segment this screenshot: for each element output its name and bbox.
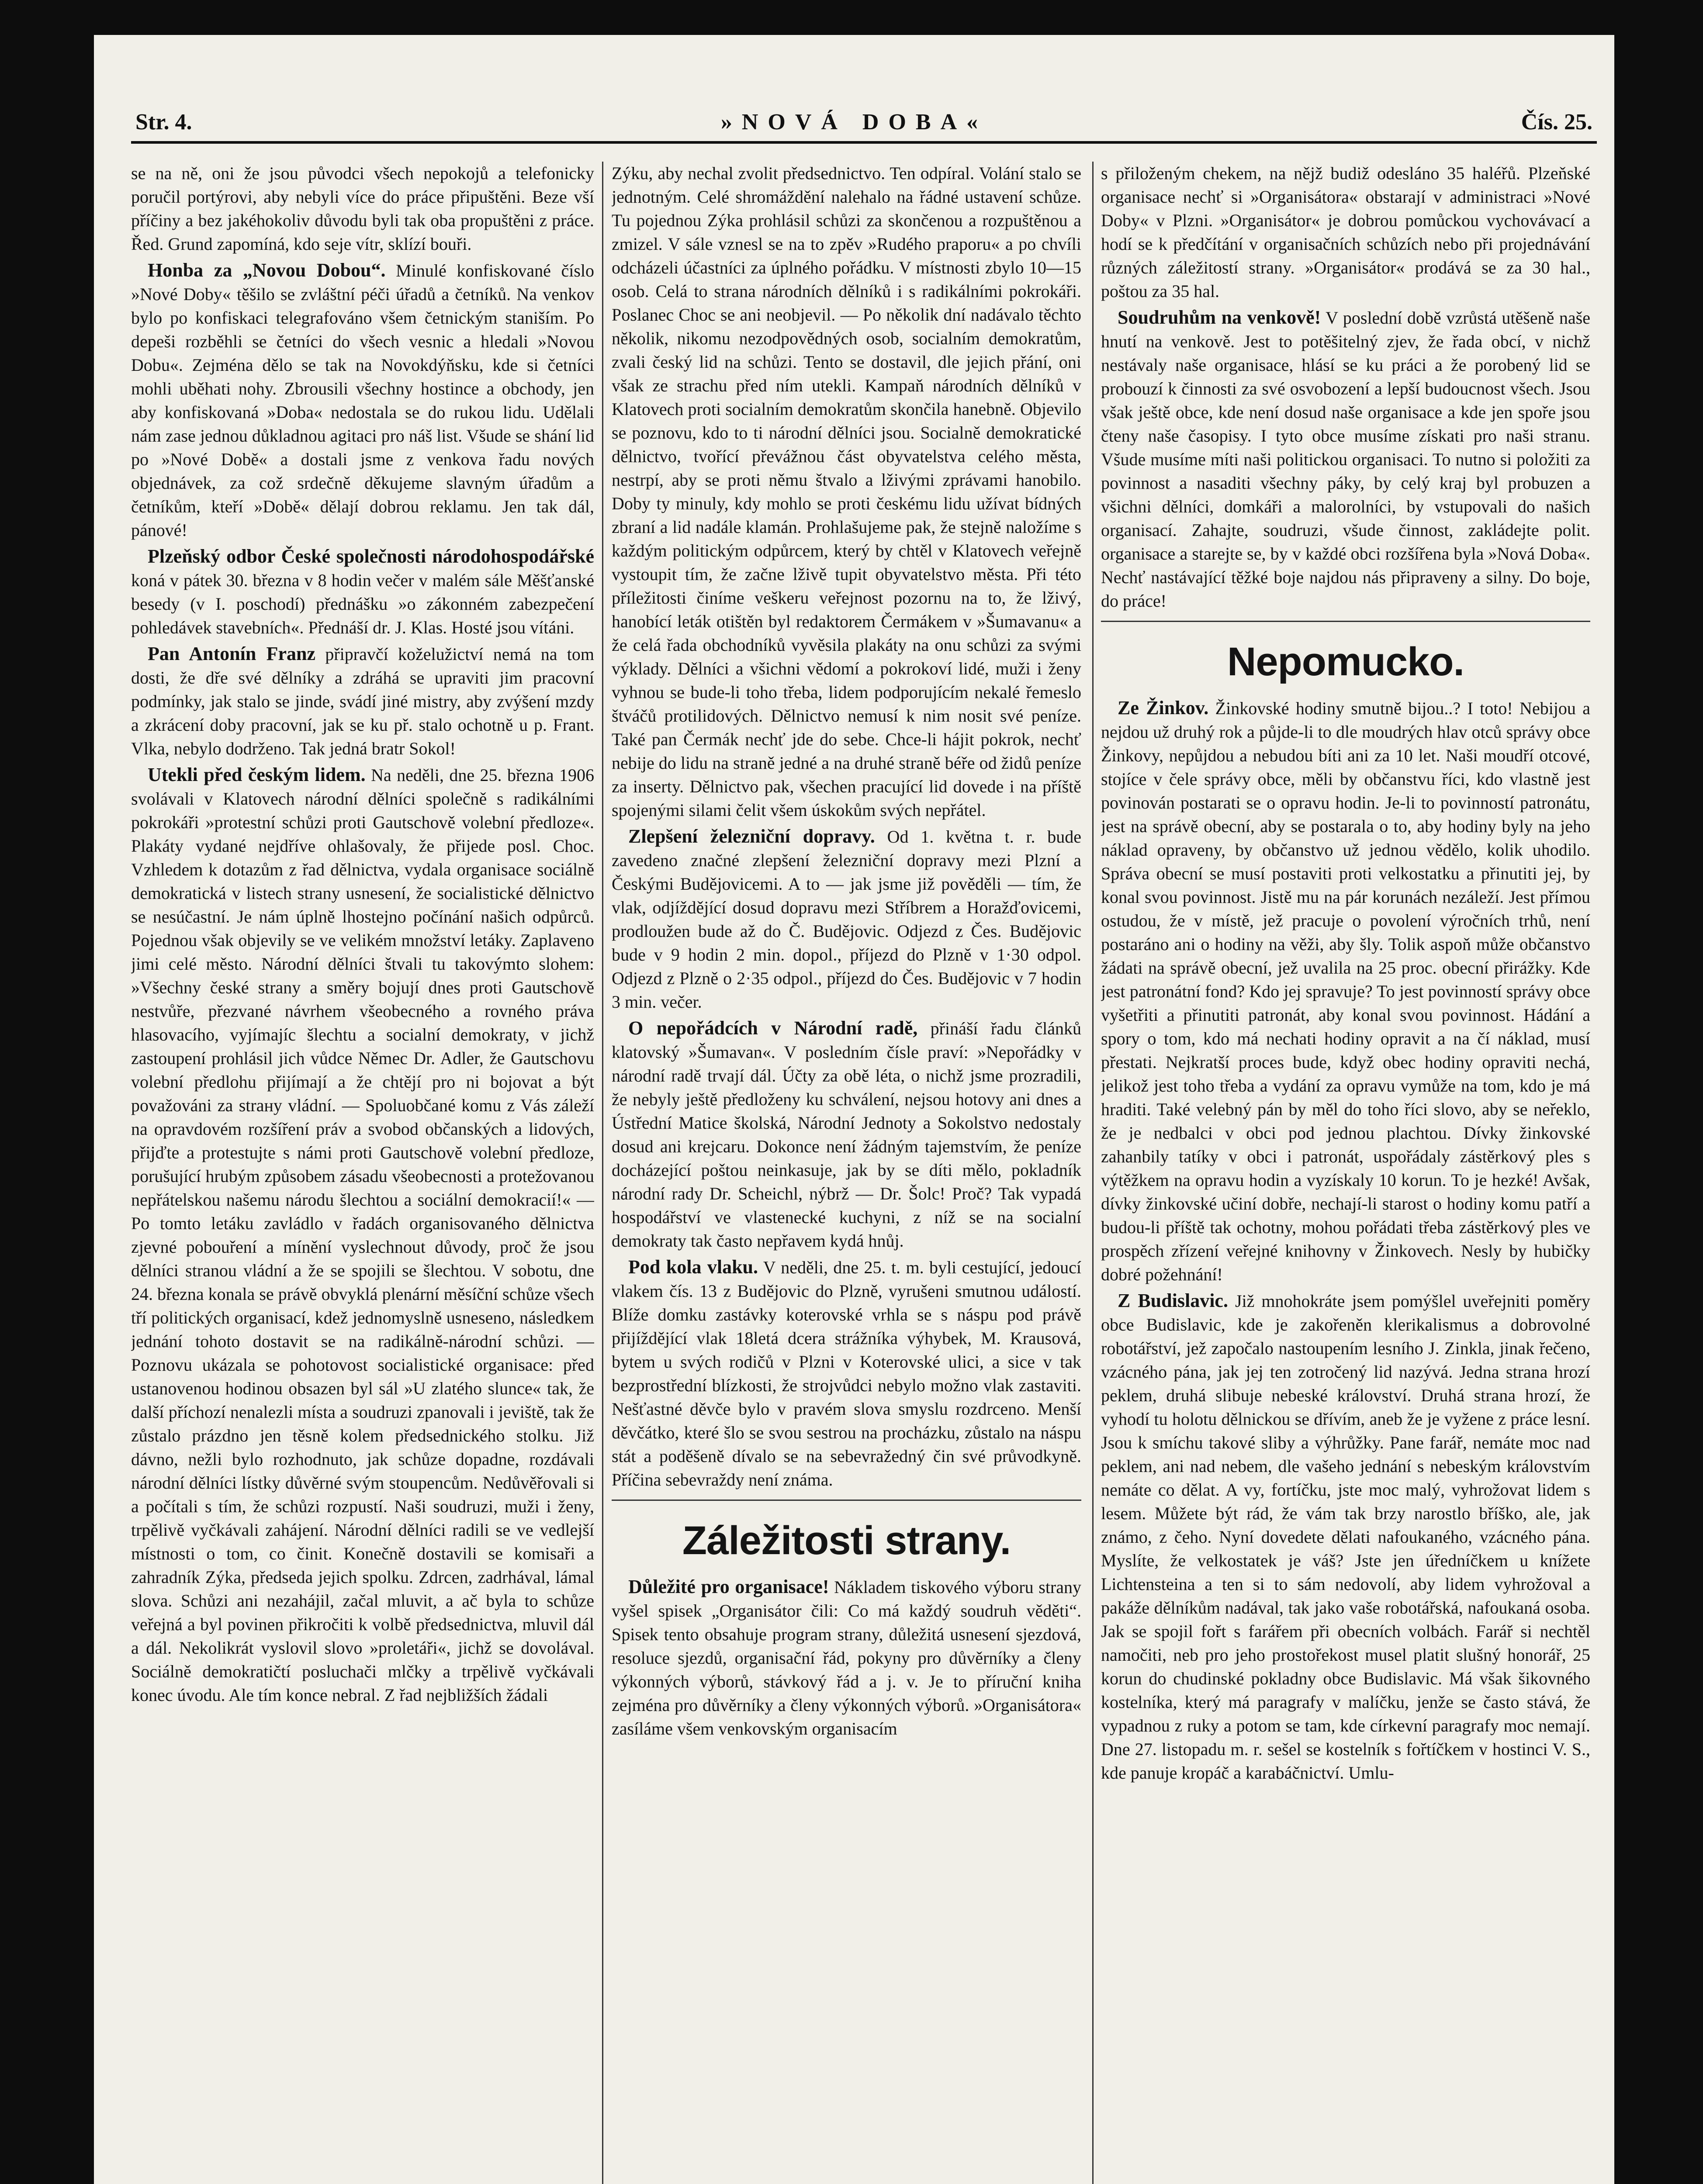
column-2-articles bbox=[612, 162, 1081, 1492]
article-paragraph bbox=[131, 259, 594, 542]
article-text: koná v pátek 30. března v 8 hodin večer v malém sále Měšťanské besedy (v I. poschodí) přednášku »o zákonném zabezpečení pohledávek stavebních«. Přednáší dr. J. Klas. Hosté jsou vítáni. bbox=[131, 570, 594, 637]
article-headline: Utekli před českým lidem. bbox=[148, 764, 366, 785]
article-paragraph bbox=[131, 763, 594, 1707]
column-3-articles bbox=[1101, 162, 1590, 613]
article-text: s přiloženým chekem, na nějž budiž odesláno 35 haléřů. Plzeňské organisace nechť si »Organisátora« obstarají v administraci »Nové Doby« v Plzni. »Organisátor« je dobrou pomůckou vychovávací a hodí se k předčítání v organisačních schůzích nebo při projednávání různých záležitostí strany. »Organisátor« prodává se za 30 hal., poštou za 35 hal. bbox=[1101, 163, 1590, 301]
article-headline: Zlepšení železniční dopravy. bbox=[628, 826, 875, 847]
section-heading-party-matters: Záležitosti strany. bbox=[682, 1518, 1011, 1563]
column-1 bbox=[131, 162, 594, 2184]
article-paragraph bbox=[1101, 162, 1590, 303]
article-headline: Honba za „Novou Dobou“. bbox=[148, 259, 386, 281]
section-separator bbox=[612, 1500, 1081, 1501]
article-paragraph bbox=[131, 162, 594, 256]
header-rule bbox=[131, 141, 1597, 144]
column-2 bbox=[612, 162, 1081, 2184]
column-3-regional-articles bbox=[1101, 696, 1590, 1785]
article-text: Zýku, aby nechal zvolit předsednictvo. Ten odpíral. Volání stalo se jednotným. Celé shromáždění nalehalo na řádné ustavení schůze. Tu pojednou Zýka prohlásil schůzi za skončenou a rozpuštěnou a zmizel. V sále vznesl se na to zpěv »Rudého praporu« a po chvíli odcházeli účastníci za úplného pořádku. V místnosti zbylo 10—15 osob. Celá to strana národních dělníků i s radikálními pokrokáři. Poslanec Choc se ani neobjevil. — Po několik dní nadávalo těchto několik, nikomu nezodpovědných osob, socialním demokratům, zvali český lid na schůzi. Tento se dostavil, dle jejich přání, oni však ze strachu před ním utekli. Kampaň národních dělníků v Klatovech proti socialním demokratům skončila hanebně. Objevilo se poznovu, kdo to ti národní dělníci jsou. Socialně demokratické dělnictvo, tvořící převážnou část obyvatelstva celého města, nestrpí, aby se proti němu štvalo a lživými zprávami hanobilo. Doby ty minuly, kdy mohlo se proti českému lidu užívat bídných zbraní a lid nadále klamán. Prohlašujeme pak, že stejně naložíme s každým politickým odpůrcem, který by chtěl v Klatovech veřejně vystoupit tím, že začne lživě tupit obyvatelstvo města. Při této příležitosti činíme veškeru veřejnost pozornu na to, že lživý, hanobící leták otištěn byl redaktorem Čermákem v »Šumavanu« a že celá řada obchodníků vyvěsila plakáty na onu schůzi za svými výklady. Dělníci a všichni vědomí a pokrokoví lidé, muži i ženy vyhnou se bude-li toho třeba, lidem podporujícím nekalé řemeslo štváčů protilidových. Dělnictvo nemusí k nim nosit své peníze. Také pan Čermák nechť jde do sebe. Chce-li hájit pokrok, nechť nebije do lidu na straně jedné a na druhé straně béře od židů peníze za inserty. Dělnictvo pak, všechen pracující lid dovede i na příště spojenými silami čelit všem úskokům svých nepřátel. bbox=[612, 163, 1081, 820]
article-text: Na neděli, dne 25. března 1906 svolávali v Klatovech národní dělníci společně s radikálními pokrokáři »protestní schůzi proti Gautschově volební předloze«. Plakáty vydané nejdříve ohlašovaly, že přijede posl. Choc. Vzhledem k dotazům z řad dělnictva, vydala organisace sociálně demokratická v listech strany usnesení, že socialistické dělnictvo se nesúčastní. Je nám úplně lhostejno počínání našich odpůrců. Pojednou však objevily se ve velikém množství letáky. Zaplaveno jimi celé město. Národní dělníci štvali tu takovýmto slohem: »Všechny české strany a směry bojují dnes proti Gautschově nestvůře, přezvané návrhem všeobecného a rovného práva hlasovacího, vyjímajíc šlechtu a socialní demokraty, v jichž zastoupení prohlásil jich vůdce Němec Dr. Adler, že Gautschovu volební předlohu přijímají a že chtějí pro ni bojovat a být považováni za strану vládní. — Spoluobčané komu z Vás záleží na opravdovém rozšíření práv a svobod občanských a lidových, přijďte a protestujte s námi proti Gautschově volební předloze, porušující hrubým způsobem zásadu všeobecnosti a protežovanou nepřátelskou našemu národu šlechtou a sociální demokracií!« — Po tomto letáku zavládlo v řadách organisovaného dělnictva zjevné pobouření a mínění vyslechnout důvody, proč že jsou dělníci stranou vládní a že se spojili se šlechtou. V sobotu, dne 24. března konala se právě obvyklá plenární měsíční schůze všech tří politických organisací, kdež jednomyslně usneseno, následkem jednání tohoto dostavit se na radikálně-národní schůzi. — Poznovu ukázala se pohotovost socialistické organisace: před ustanovenou hodinou obsazen byl sál »U zlatého slunce« tak, že další příchozí nenalezli místa a soudruzi zpanovali i jeviště, tak že zůstalo prázdno jen těsně kolem předsednického stolku. Již dávno, nežli bylo rozhodnuto, jak schůze dopadne, rozdávali národní dělníci lístky důvěrné svým stoupencům. Nedůvěřovali si a počítali s tím, že schůzi rozpustí. Naši soudruzi, muži i ženy, trpělivě vyčkávali zahájení. Národní dělníci radili se ve vedlejší místnosti o tom, co činit. Konečně dostavili se komisaři a zahradník Zýka, předseda jejich spolku. Zdrcen, zadrhával, lámal slova. Schůzi ani nezahájil, začal mluvit, a ač byla to schůze veřejná a byl povinen přikročiti k volbě předsednictva, mluvil dál a dál. Nekolikrát vyslovil slovo »proletáři«, jichž se dovolával. Sociálně demokratičtí posluchači mlčky a trpělivě vyčkávali konec úvodu. Ale tím konce nebral. Z řad nejbližších žádali bbox=[131, 765, 594, 1705]
column-3 bbox=[1101, 162, 1590, 2184]
article-paragraph bbox=[612, 1255, 1081, 1492]
article-headline: Soudruhům na venkově! bbox=[1118, 307, 1321, 328]
article-headline: O nepořádcích v Národní radě, bbox=[628, 1017, 918, 1039]
article-text: Žinkovské hodiny smutně bijou..? I toto! Nebijou a nejdou už druhý rok a půjde-li to dle moudrých hlav otců správy obce Žinkovy, nepůjdou a nebudou bíti ani za 10 let. Naši moudří otcové, stojíce v čele správy obce, měli by občanstvu říci, kdo vlastně jest povinován postarati se o opravu hodin. Je-li to povinností patronátu, jest na správě obecní, aby se postarala o to, aby hodiny byly na jeho náklad opraveny, by občanstvo už jednou vědělo, kolik uhodilo. Správa obecní se musí postaviti proti velkostatku a přinutiti jej, by konal svou povinnost. Jistě mu na pár korunách nezáleží. Jest přímou ostudou, že v místě, jež pracuje o povolení výročních trhů, není postaráno ani o hodiny na věži, aby šly. Tolik aspoň může občanstvo žádati na správě obecní, jež uvalila na 25 proc. obecní přirážky. Kde jest patronátní fond? Kdo jej spravuje? To jest povinností správy obce vyšetřiti a přinutiti patronát, aby konal svou povinnost. Hádání a spory o tom, kdo má nechati hodiny opravit a na čí náklad, musí přestati. Nejkratší proces bude, když obec hodiny opraviti nechá, jelikož jest toho třeba a vydání za opravu vymůže na tom, kdo je má hraditi. Také velebný pán by měl do toho říci slovo, aby se neřeklo, že je nedbalci v obci pod jednou plachtou. Dívky žinkovské zahanbily tatíky v obci i patronát, uspořádaly zástěrkový ples s výtěžkem na opravu hodin a vyzískaly 10 korun. To je hezké! Avšak, dívky žinkovské učiní dobře, nechají-li starost o hodiny komu patří a budou-li příště tak ochotny, mohou pořádati třeba zástěrkový ples ve prospěch zřízení veřejné knihovny v Žinkovech. Nesly by hubičky dobré požehnání! bbox=[1101, 698, 1590, 1284]
article-text: Minulé konfiskované číslo »Nové Doby« těšilo se zvláštní péči úřadů a četníků. Na venkov bylo po konfiskaci telegrafováno všem četnickým staniším. Po depeši rozběhli se četníci do všech vesnic a hledali »Novou Dobu«. Zejména dělo se tak na Novokdýňsku, kde si četníci mohli uběhati nohy. Zbrousili všechny hostince a obchody, jen aby konfiskovaná »Doba« nedostala se do rukou lidu. Udělali nám zase jednou důkladnou agitaci pro náš list. Všude se shání lid po »Nové Době« a dostali jsme z venkova řadu nových objednávek, za což srdečně děkujeme slavným úřadům a četníkům, kteří »Době« dělají dobrou reklamu. Jen tak dál, pánové! bbox=[131, 261, 594, 540]
article-headline: Důležité pro organisace! bbox=[628, 1576, 829, 1597]
issue-number: Čís. 25. bbox=[1521, 110, 1592, 135]
article-paragraph bbox=[131, 642, 594, 760]
article-text: přináší řadu článků klatovský »Šumavan«. V posledním čísle praví: »Nepořádky v národní radě trvají dál. Účty za obě léta, o nichž jsme prozradili, že nebyly ještě předloženy ku schválení, nejsou hotovy ani dnes a Ústřední Matice školská, Národní Jednoty a Sokolstvo nedostaly dosud ani krejcaru. Dokonce není žádným tajemstvím, že peníze docházející poštou neinkasuje, jak by se díti mělo, pokladník národní rady Dr. Scheichl, nýbrž — Dr. Šolc! Proč? Tak vypadá hospodářství ve vlastenecké kuchyni, z níž se na socialní demokraty tak často nepřavem kydá hnůj. bbox=[612, 1019, 1081, 1251]
article-headline: Z Budislavic. bbox=[1118, 1290, 1228, 1311]
section-separator bbox=[1101, 621, 1590, 622]
article-text: V neděli, dne 25. t. m. byli cestující, jedoucí vlakem čís. 13 z Budějovic do Plzně, vyrušeni smutnou událostí. Blíže domku zastávky koterovské vrhla se s náspu pod právě přijíždějící vlak 18letá dcera strážníka výhybek, M. Krausová, bytem u svých rodičů v Plzni v Koterovské ulici, a sice v tak bezprostřední blízkosti, že strojvůdci nebylo možno vlak zastaviti. Nešťastné děvče bylo v pravém slova smyslu rozdrceno. Menší děvčátko, které šlo se svou sestrou na procházku, zůstalo na náspu stát a poděšeně dívalo se na sebevražedný čin své průvodkyně. Příčina sebevraždy není známa. bbox=[612, 1258, 1081, 1489]
article-text: Již mnohokráte jsem pomýšlel uveřejniti poměry obce Budislavic, kde je zakořeněn klerikalismus a dobrovolné robotářství, jež započalo nastoupením lesního J. Zinkla, jinak řečeno, vzácného pána, jak jej ten zotročený lid nazývá. Jedna strana hrozí peklem, druhá slibuje nebeské království. Druhá strana hrozí, že vyhodí tu holotu dělnickou se dřívím, aneb že je vyžene z práce lesní. Jsou k smíchu takové sliby a výhrůžky. Pane farář, nemáte moc nad peklem, ani nad nebem, dle vašeho jednání s nebeským královstvím nemáte co dělat. A vy, fortíčku, jste moc malý, vyhrožovat lidem s lesem. Můžete být rád, že vám tak brzy narostlo bříško, ale, jak známo, z čeho. Nyní dovedete dělati nafoukaného, vzácného pána. Myslíte, že velkostatek je váš? Jste jen úředníčkem u knížete Lichtensteina a ten si to sám nedovolí, aby lidem vyhrožoval a pakáže dělníkům nadával, tak jako vaše robotářská, nafoukaná osoba. Jak se spojil fořt s farářem při obecních volbách. Farář si nechtěl namočiti, neb pro jeho prostořekost musel platit slušný honorář, 25 korun do chudinské pokladny obce Budislavic. Má však šikovného kostelníka, který má paragrafy v malíčku, jenže se často stává, že vypadnou z ruky a potom se tam, kde církevní paragrafy moc nemají. Dne 27. listopadu m. r. sešel se kostelník s fořtíčkem v hostinci V. S., kde panuje kropáč a karabáčnictví. Umlu- bbox=[1101, 1291, 1590, 1783]
running-header bbox=[94, 35, 1614, 144]
page-number: Str. 4. bbox=[135, 110, 192, 135]
column-divider bbox=[602, 162, 603, 2184]
article-paragraph bbox=[612, 1575, 1081, 1741]
article-headline: Ze Žinkov. bbox=[1118, 697, 1209, 719]
article-paragraph bbox=[1101, 1289, 1590, 1785]
article-paragraph bbox=[131, 545, 594, 639]
article-text: Od 1. května t. r. bude zavedeno značné zlepšení železniční dopravy mezi Plzní a Českými Budějovicemi. A to — jak jsme již pověděli — tím, že vlak, odjíždějící dosud dopravu mezi Stříbrem a Horažďovicemi, prodloužen bude až do Č. Budějovic. Odjezd z Čes. Budějovic bude v 9 hodin 2 min. dopol., příjezd do Plzně v 1·30 odpol. Odjezd z Plzně o 2·35 odpol., příjezd do Čes. Budějovic v 7 hodin 3 min. večer. bbox=[612, 827, 1081, 1012]
article-text: V poslední době vzrůstá utěšeně naše hnutí na venkově. Jest to potěšitelný zjev, že řada obcí, v nichž nestávaly naše organisace, hlásí se ku práci a že porobený lid se probouzí k činnosti za své osvobození a lepší budoucnost všech. Jsou však ještě obce, kde není dosud naše organisace a kde jen spoře jsou čteny naše časopisy. I tyto obce musíme získati pro naši stranu. Všude musíme míti naši politickou organisaci. To nutno si položiti za povinnost a nasaditi všechny páky, by celý kraj byl probuzen a všichni dělníci, domkáři a malorolníci, by vstupovali do našich organisací. Zahajte, soudruzi, všude činnost, zakládejte polit. organisace a starejte se, by v každé obci rozšířena byla »Nová Doba«. Nechť nastávající těžké boje najdou nás připraveny a silny. Do boje, do práce! bbox=[1101, 308, 1590, 611]
article-paragraph bbox=[1101, 306, 1590, 613]
column-divider bbox=[1092, 162, 1094, 2184]
masthead-title: »NOVÁ DOBA« bbox=[720, 110, 988, 135]
article-headline: Pod kola vlaku. bbox=[628, 1256, 758, 1278]
article-text: připravčí koželužictví nemá na tom dosti, že dře své dělníky a zdráhá se upraviti jim pracovní podmínky, jak stalo se jinde, svádí jiné mistry, aby zvýšení mzdy a zkrácení doby pracovní, jak se ku př. stalo ochotně u p. Frant. Vlka, nebylo dodrženo. Tak jedná bratr Sokol! bbox=[131, 644, 594, 758]
newspaper-page bbox=[94, 35, 1614, 2184]
article-paragraph bbox=[1101, 696, 1590, 1286]
article-paragraph bbox=[612, 1016, 1081, 1253]
article-text: Nákladem tiskového výboru strany vyšel spisek „Organisátor čili: Co má každý soudruh věděti“. Spisek tento obsahuje program strany, důležitá usnesení sjezdová, resoluce sjezdů, organisační řád, pokyny pro důvěrníky a členy výkonných výborů, stávkový řád a j. v. Je to příruční kniha zejména pro důvěrníky a členy výkonných výborů. »Organisátora« zasíláme všem venkovským organisacím bbox=[612, 1577, 1081, 1738]
article-paragraph bbox=[612, 162, 1081, 822]
column-1-articles bbox=[131, 162, 594, 1707]
article-paragraph bbox=[612, 825, 1081, 1014]
article-headline: Plzeňský odbor České společnosti národohospodářské bbox=[148, 546, 594, 567]
article-headline: Pan Antonín Franz bbox=[148, 643, 316, 664]
column-2-party-articles bbox=[612, 1575, 1081, 1741]
article-text: se na ně, oni že jsou původci všech nepokojů a telefonicky poručil portýrovi, aby nebyli více do práce připuštěni. Beze vší příčiny a bez jakéhokoliv důvodu byli tak oba propuštěni z práce. Řed. Grund zapomíná, kdo seje vítr, sklízí bouři. bbox=[131, 163, 594, 254]
section-heading-nepomucko: Nepomucko. bbox=[1227, 639, 1464, 684]
